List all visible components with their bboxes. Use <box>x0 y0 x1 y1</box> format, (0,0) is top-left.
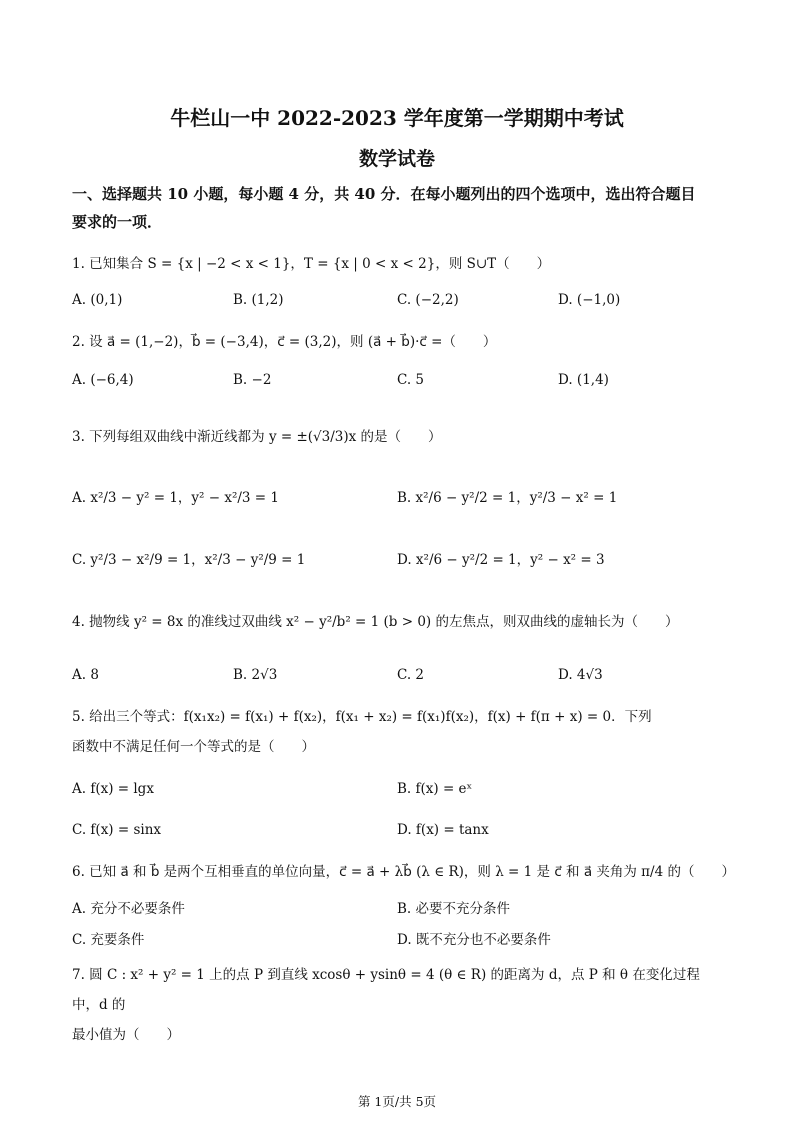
question-4-option-d: D. 4√3 <box>558 667 603 683</box>
question-2-option-d: D. (1,4) <box>558 372 609 388</box>
question-1-option-b: B. (1,2) <box>233 292 284 308</box>
question-6-option-c: C. 充要条件 <box>72 932 145 948</box>
question-3-option-b: B. x²/6 − y²/2 = 1，y²/3 − x² = 1 <box>397 490 618 506</box>
question-3-option-d: D. x²/6 − y²/2 = 1，y² − x² = 3 <box>397 552 605 568</box>
question-5-stem-line1: 5. 给出三个等式：f(x₁x₂) = f(x₁) + f(x₂)，f(x₁ + x₂) = f(x₁)f(x₂)，f(x) + f(π + x) = 0．下列 <box>72 709 652 725</box>
question-6-option-a: A. 充分不必要条件 <box>72 901 185 917</box>
section-heading-line1: 一、选择题共 10 小题，每小题 4 分，共 40 分．在每小题列出的四个选项中，选出符合题目 <box>72 185 696 203</box>
question-7-stem-line2: 最小值为（ ） <box>72 1027 180 1043</box>
question-4-option-c: C. 2 <box>397 667 425 683</box>
question-6-option-b: B. 必要不充分条件 <box>397 901 511 917</box>
question-6-option-d: D. 既不充分也不必要条件 <box>397 932 551 948</box>
question-4-stem: 4. 抛物线 y² = 8x 的准线过双曲线 x² − y²/b² = 1 (b > 0) 的左焦点，则双曲线的虚轴长为（ ） <box>72 614 679 630</box>
question-1-option-c: C. (−2,2) <box>397 292 459 308</box>
question-1-stem: 1. 已知集合 S = {x | −2 < x < 1}，T = {x | 0 < x < 2}，则 S∪T（ ） <box>72 256 551 272</box>
question-5-option-d: D. f(x) = tanx <box>397 822 489 838</box>
question-7-stem-line1: 7. 圆 C : x² + y² = 1 上的点 P 到直线 xcosθ + ysinθ = 4 (θ ∈ R) 的距离为 d，点 P 和 θ 在变化过程中，d 的 <box>72 967 700 1013</box>
question-3-option-a: A. x²/3 − y² = 1，y² − x²/3 = 1 <box>72 490 279 506</box>
question-2-option-c: C. 5 <box>397 372 425 388</box>
question-3-stem: 3. 下列每组双曲线中渐近线都为 y = ±(√3/3)x 的是（ ） <box>72 429 442 445</box>
question-7-stem <box>72 960 722 1050</box>
question-2-stem: 2. 设 a⃗ = (1,−2)，b⃗ = (−3,4)，c⃗ = (3,2)，则 (a⃗ + b⃗)·c⃗ =（ ） <box>72 334 497 350</box>
question-3-option-c: C. y²/3 − x²/9 = 1，x²/3 − y²/9 = 1 <box>72 552 306 568</box>
exam-title: 牛栏山一中 2022-2023 学年度第一学期期中考试 <box>170 106 624 130</box>
question-4-option-b: B. 2√3 <box>233 667 278 683</box>
section-heading-line2: 要求的一项． <box>72 213 163 231</box>
question-6-stem: 6. 已知 a⃗ 和 b⃗ 是两个互相垂直的单位向量，c⃗ = a⃗ + λb⃗ (λ ∈ R)，则 λ = 1 是 c⃗ 和 a⃗ 夹角为 π/4 的（ ） <box>72 864 735 880</box>
question-5-option-a: A. f(x) = lgx <box>72 781 154 797</box>
question-2-option-a: A. (−6,4) <box>72 372 134 388</box>
question-4-option-a: A. 8 <box>72 667 99 683</box>
question-5-option-c: C. f(x) = sinx <box>72 822 162 838</box>
question-5-stem-line2: 函数中不满足任何一个等式的是（ ） <box>72 739 315 755</box>
question-5-option-b: B. f(x) = eˣ <box>397 781 473 797</box>
question-1-option-d: D. (−1,0) <box>558 292 621 308</box>
question-2-option-b: B. −2 <box>233 372 272 388</box>
page-footer: 第 1页/共 5页 <box>357 1094 437 1109</box>
question-5-stem <box>72 702 722 762</box>
question-1-option-a: A. (0,1) <box>72 292 123 308</box>
section-heading <box>72 180 732 236</box>
subject-title: 数学试卷 <box>358 148 435 170</box>
